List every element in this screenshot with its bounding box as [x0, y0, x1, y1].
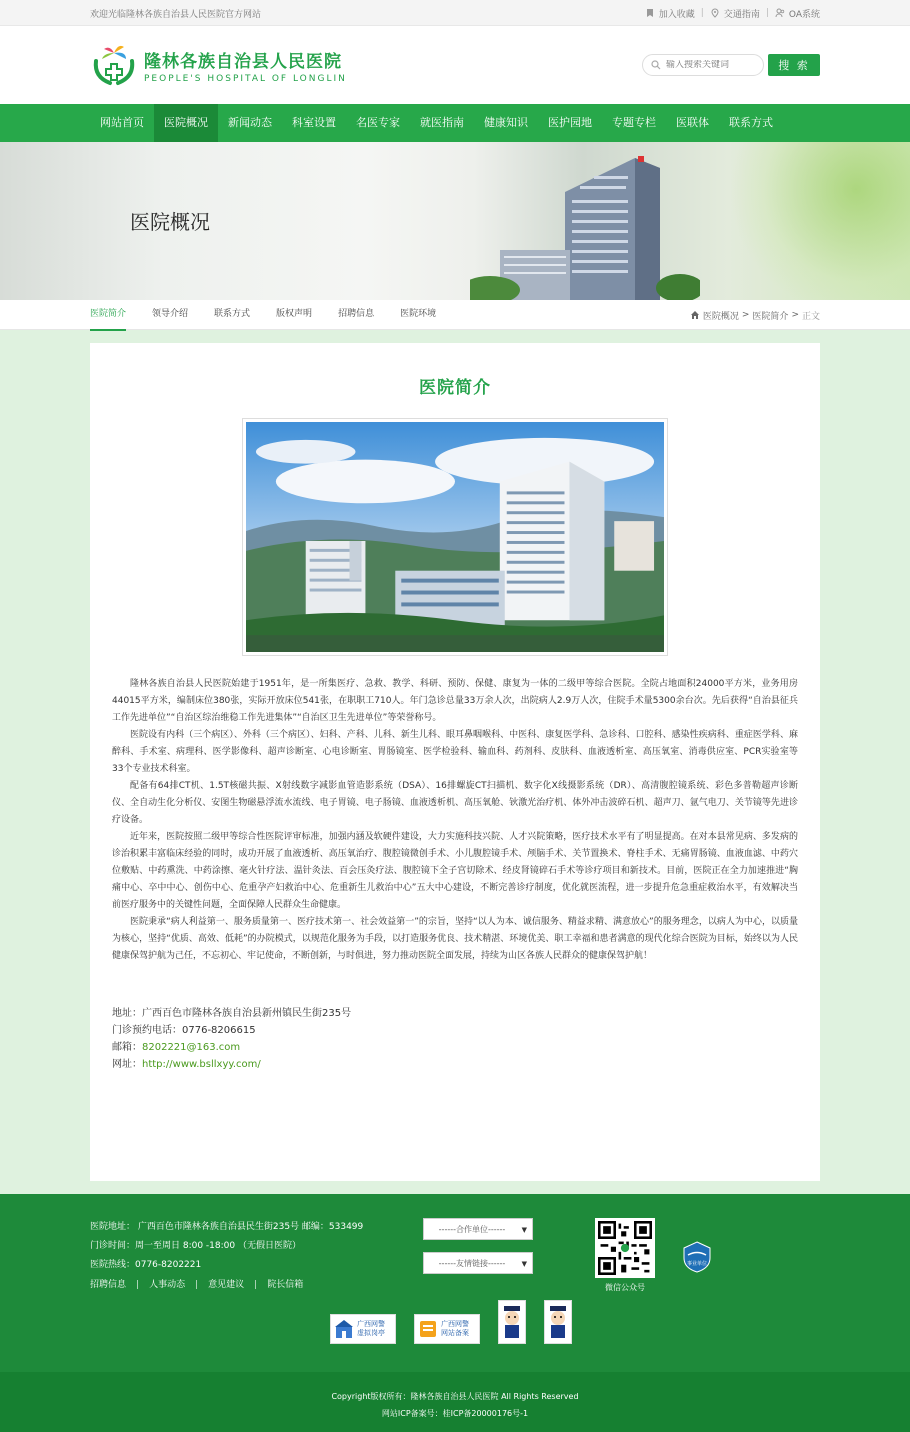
subnav-recruitment[interactable]: 招聘信息 [338, 309, 375, 319]
traffic-guide-link[interactable]: 交通指南 [710, 7, 760, 20]
subnav-intro[interactable]: 医院简介 [90, 299, 126, 331]
article-paragraph: 医院设有内科（三个病区）、外科（三个病区）、妇科、产科、儿科、新生儿科、眼耳鼻咽喉科、中医科、康复医学科、急诊科、口腔科、感染性疾病科、重症医学科、麻醉科、手术室、病理科、医学影像科、超声诊断室、心电诊断室、胃肠镜室、医学检验科、输血科、药剂科、皮肤科、血液透析室、高压氧室、消毒供应室、PCR实验室等33个专业技术科室。 [112, 730, 798, 774]
footer-hours: 门诊时间：周一至周日 8:00 -18:00 （无假日医院） [90, 1241, 301, 1251]
footer-link-personnel[interactable]: 人事动态 [149, 1280, 186, 1290]
nav-news[interactable]: 新闻动态 [228, 116, 272, 129]
top-bar [0, 0, 910, 26]
nav-departments[interactable]: 科室设置 [292, 116, 336, 129]
breadcrumb-separator: > [741, 310, 750, 320]
hospital-photo-frame [242, 418, 668, 656]
bookmark-icon [645, 8, 655, 18]
cyber-police-badge-2[interactable] [544, 1300, 572, 1344]
home-icon[interactable] [690, 310, 700, 320]
security-badges [330, 1300, 572, 1344]
footer-info [90, 1218, 390, 1372]
footer-link-recruitment[interactable]: 招聘信息 [90, 1280, 127, 1290]
contact-site-label: 网址： [112, 1059, 142, 1070]
website-filing-badge[interactable]: 广西网警 网站备案 [414, 1314, 480, 1344]
subnav-leaders[interactable]: 领导介绍 [152, 309, 189, 319]
qr-code-icon [598, 1221, 652, 1275]
gov-unit-badge[interactable] [680, 1240, 714, 1277]
main-nav [0, 104, 910, 142]
public-institution-icon [680, 1240, 714, 1274]
contact-email-label: 邮箱： [112, 1042, 142, 1053]
contact-phone: 门诊预约电话：0776-8206615 [112, 1025, 256, 1036]
contact-site-link[interactable]: http://www.bsllxyy.com/ [142, 1059, 261, 1070]
footer [0, 1194, 910, 1372]
oa-system-link[interactable]: OA系统 [775, 7, 820, 20]
article-title: 医院简介 [419, 378, 491, 398]
nav-medical-alliance[interactable]: 医联体 [676, 116, 709, 129]
footer-address: 医院地址： 广西百色市隆林各族自治县民生街235号 邮编：533499 [90, 1222, 364, 1232]
contact-email-link[interactable]: 8202221@163.com [142, 1042, 241, 1053]
article-paragraph: 隆林各族自治县人民医院始建于1951年，是一所集医疗、急救、教学、科研、预防、保健、康复为一体的二级甲等综合医院。全院占地面积24000平方米，业务用房44015平方米，编制床位380张，实际开放床位541张，在职职工710人。年门急诊总量33万余人次，出院病人2.9万人次，住院手术量5300余台次。先后获得“自治县征兵工作先进单位”“自治区综治维稳工作先进集体”“自治区卫生先进单位”等荣誉称号。 [112, 679, 798, 723]
breadcrumb-overview[interactable]: 医院概况 [702, 311, 739, 322]
subnav-environment[interactable]: 医院环境 [400, 309, 437, 319]
contact-address: 地址：广西百色市隆林各族自治县新州镇民生街235号 [112, 1008, 352, 1019]
footer-link-suggestions[interactable]: 意见建议 [208, 1280, 245, 1290]
logo-title: 隆林各族自治县人民医院 [144, 51, 342, 72]
subnav-contact[interactable]: 联系方式 [214, 309, 251, 319]
footer-links: 招聘信息 | 人事动态 | 意见建议 | 院长信箱 [90, 1276, 390, 1295]
banner-title: 医院概况 [130, 210, 210, 234]
breadcrumb-current: 正文 [801, 311, 820, 322]
top-links: 加入收藏 | 交通指南 | OA系统 [645, 7, 820, 20]
main-area [0, 330, 910, 1194]
article-paragraph: 医院秉承“病人利益第一、服务质量第一、医疗技术第一、社会效益第一”的宗旨，坚持“以人为本、诚信服务、精益求精、满意放心”的服务理念，以病人为中心，以质量为核心，坚持“优质、高效、低耗”的办院模式，以规范化服务为手段，以打造服务优良、技术精湛、环境优美、职工幸福和患者满意的现代化综合医院为目标，始终以为人民健康保驾护航为己任，不忘初心、牢记使命，不断创新，与时俱进，努力推动医院全面发展，持续为山区各族人民群众的健康保驾护航！ [112, 917, 798, 961]
virtual-police-badge[interactable]: 广西网警 虚拟岗亭 [330, 1314, 396, 1344]
footer-hotline: 医院热线：0776-8202221 [90, 1260, 202, 1270]
nav-hospital-overview[interactable]: 医院概况 [154, 104, 218, 142]
breadcrumb [690, 309, 820, 322]
users-icon [775, 8, 785, 18]
icp-text[interactable]: 网站ICP备案号：桂ICP备20000176号-1 [381, 1409, 529, 1418]
search-icon [651, 60, 661, 70]
breadcrumb-intro[interactable]: 医院简介 [752, 311, 789, 322]
search-input[interactable] [666, 60, 756, 70]
nav-home[interactable]: 网站首页 [100, 116, 144, 129]
chevron-down-icon: ▼ [521, 1260, 527, 1268]
add-favorite-link[interactable]: 加入收藏 [645, 7, 695, 20]
subnav-copyright[interactable]: 版权声明 [276, 309, 313, 319]
footer-link-president-mailbox[interactable]: 院长信箱 [267, 1280, 304, 1290]
location-pin-icon [710, 8, 720, 18]
search-area [642, 54, 820, 76]
nav-nursing[interactable]: 医护园地 [548, 116, 592, 129]
wechat-qr [595, 1218, 655, 1293]
copyright-bar [0, 1372, 910, 1432]
article-body [90, 676, 820, 965]
page-banner [0, 142, 910, 300]
hospital-emblem-icon [90, 43, 138, 87]
hospital-logo[interactable] [90, 43, 347, 87]
article-panel [90, 343, 820, 1181]
hospital-building-image [470, 150, 700, 300]
logo-subtitle: PEOPLE'S HOSPITAL OF LONGLIN [144, 73, 347, 84]
partner-select[interactable]: ------合作单位------ ▼ [423, 1218, 533, 1240]
article-paragraph: 近年来，医院按照二级甲等综合性医院评审标准，加强内涵及软硬件建设，大力实施科技兴院、人才兴院策略，医疗技术水平有了明显提高。在对本县常见病、多发病的诊治积累丰富临床经验的同时，成功开展了血液透析、高压氧治疗、腹腔镜微创手术、小儿腹腔镜手术、颅脑手术、关节置换术、脊柱手术、无痛胃肠镜、血液血滤、中药穴位敷贴、中药熏洗、中药涂擦、毫火针疗法、温针灸法、百会压灸疗法、腹腔镜下全子宫切除术、经皮肾镜碎石手术等诊疗项目和新技术。目前，医院正在全力加速推进“胸痛中心、卒中中心、创伤中心、危重孕产妇救治中心、危重新生儿救治中心”五大中心建设，不断完善诊疗制度，优化就医流程，进一步提升危急重症救治水平，有效解决当前医疗服务中的关键性问题，全面保障人民群众生命健康。 [112, 832, 798, 910]
filing-icon [418, 1318, 438, 1340]
svg-text:事业单位: 事业单位 [686, 1261, 708, 1267]
cyber-police-icon [501, 1304, 523, 1340]
copyright-text: Copyright版权所有：隆林各族自治县人民医院 All Rights Reserved [331, 1392, 579, 1401]
friend-link-select[interactable]: ------友情链接------ ▼ [423, 1252, 533, 1274]
welcome-text: 欢迎光临隆林各族自治县人民医院官方网站 [90, 9, 262, 20]
cyber-police-badge-1[interactable] [498, 1300, 526, 1344]
contact-info [90, 1005, 820, 1073]
nav-health-knowledge[interactable]: 健康知识 [484, 116, 528, 129]
nav-special-topics[interactable]: 专题专栏 [612, 116, 656, 129]
search-box[interactable] [642, 54, 764, 76]
header [0, 26, 910, 104]
sub-nav [0, 300, 910, 330]
article-paragraph: 配备有64排CT机、1.5T核磁共振、X射线数字减影血管造影系统（DSA）、16排螺旋CT扫描机、数字化X线摄影系统（DR）、高清腹腔镜系统、彩色多普勒超声诊断仪、全自动生化分析仪、安图生物磁悬浮流水流线、电子胃镜、电子肠镜、血液透析机、高压氧舱、钬激光治疗机、体外冲击波碎石机、超声刀、氩气电刀、关节镜等先进诊疗设备。 [112, 781, 798, 825]
search-button[interactable]: 搜 索 [768, 54, 820, 76]
hospital-photo [246, 422, 664, 652]
qr-caption: 微信公众号 [605, 1283, 645, 1292]
breadcrumb-separator: > [791, 310, 799, 320]
police-station-icon [334, 1318, 354, 1340]
chevron-down-icon: ▼ [521, 1226, 527, 1234]
nav-contact[interactable]: 联系方式 [729, 116, 773, 129]
nav-guide[interactable]: 就医指南 [420, 116, 464, 129]
footer-selects [423, 1218, 533, 1274]
nav-experts[interactable]: 名医专家 [356, 116, 400, 129]
cyber-police-icon [547, 1304, 569, 1340]
